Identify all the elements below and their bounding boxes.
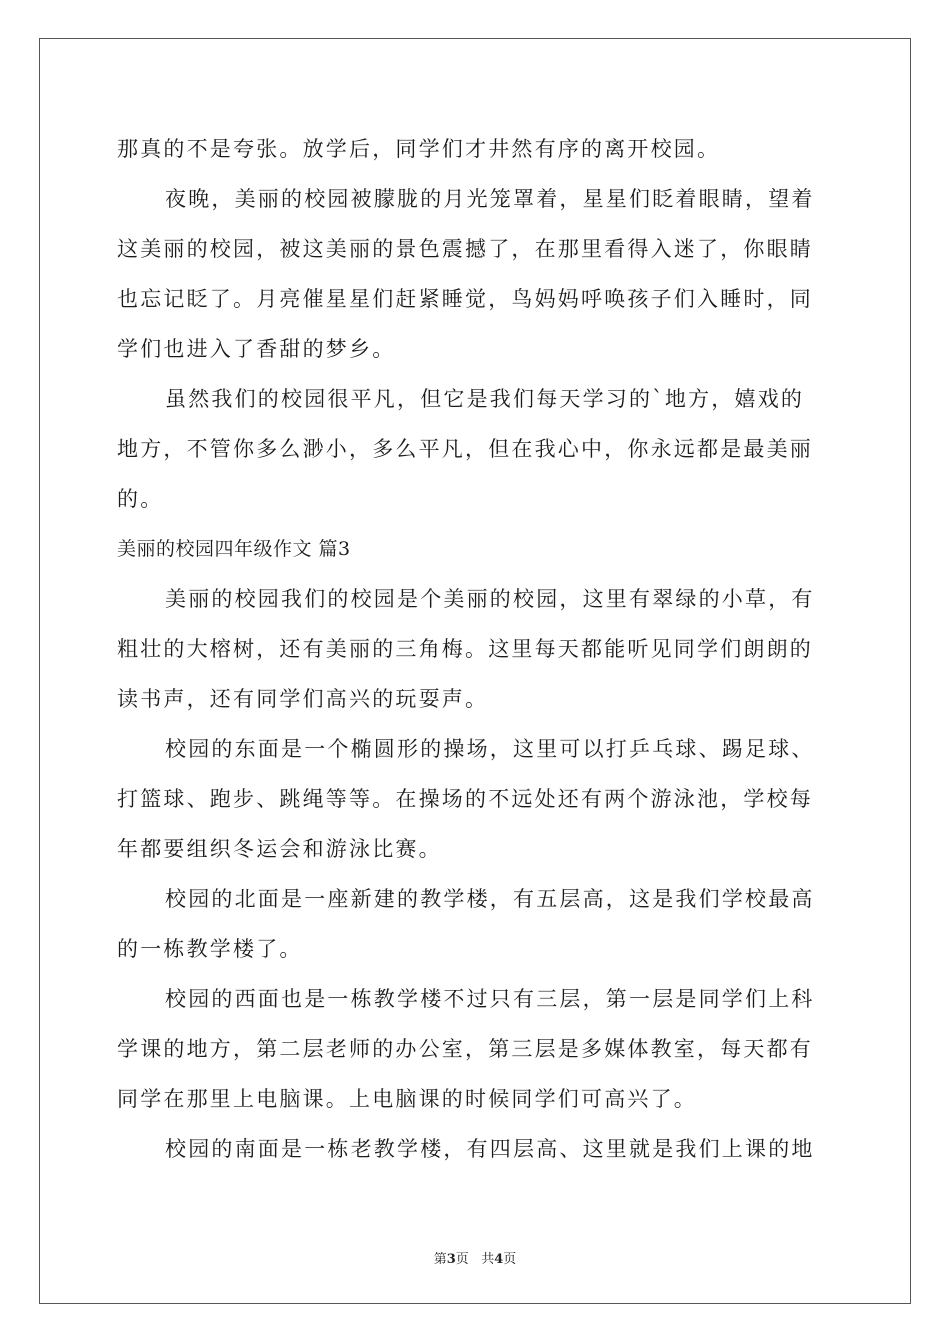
text-line: 的一栋教学楼了。: [117, 937, 303, 961]
document-body: [117, 124, 833, 1174]
total-prefix: 共: [481, 1252, 495, 1267]
page-footer: [0, 1248, 950, 1267]
total-pages: 4: [494, 1252, 504, 1267]
text-line: 夜晚，美丽的校园被朦胧的月光笼罩着，星星们眨着眼睛，望着: [165, 187, 815, 211]
page-number: 3: [446, 1252, 456, 1267]
heading-text: 美丽的校园四年级作文 篇3: [117, 538, 351, 560]
page-prefix: 第: [433, 1252, 447, 1267]
text-line: 校园的东面是一个椭圆形的操场，这里可以打乒乓球、踢足球、: [165, 737, 815, 761]
paragraph-3: [117, 374, 833, 524]
text-line: 打篮球、跑步、跳绳等等。在操场的不远处还有两个游泳池，学校每: [117, 787, 813, 811]
paragraph-5: [117, 724, 833, 874]
text-line: 同学在那里上电脑课。上电脑课的时候同学们可高兴了。: [117, 1087, 697, 1111]
text-line: 校园的南面是一栋老教学楼，有四层高、这里就是我们上课的地: [165, 1137, 815, 1161]
paragraph-1: [117, 124, 833, 174]
text-line: 的。: [117, 487, 164, 511]
text-line: 虽然我们的校园很平凡，但它是我们每天学习的`地方，嬉戏的: [165, 387, 805, 411]
text-line: 这美丽的校园，被这美丽的景色震撼了，在那里看得入迷了，你眼睛: [117, 237, 813, 261]
paragraph-4: [117, 574, 833, 724]
section-heading: [117, 524, 833, 574]
text-line: 学们也进入了香甜的梦乡。: [117, 337, 396, 361]
text-line: 校园的北面是一座新建的教学楼，有五层高，这是我们学校最高: [165, 887, 815, 911]
text-line: 校园的西面也是一栋教学楼不过只有三层，第一层是同学们上科: [165, 987, 815, 1011]
paragraph-8: [117, 1124, 833, 1174]
total-suffix: 页: [503, 1252, 517, 1267]
text-line: 也忘记眨了。月亮催星星们赶紧睡觉，鸟妈妈呼唤孩子们入睡时，同: [117, 287, 813, 311]
text-line: 粗壮的大榕树，还有美丽的三角梅。这里每天都能听见同学们朗朗的: [117, 637, 813, 661]
text-line: 年都要组织冬运会和游泳比赛。: [117, 837, 442, 861]
text-line: 那真的不是夸张。放学后，同学们才井然有序的离开校园。: [117, 137, 721, 161]
page-suffix: 页: [455, 1252, 469, 1267]
paragraph-6: [117, 874, 833, 974]
text-line: 学课的地方，第二层老师的办公室，第三层是多媒体教室，每天都有: [117, 1037, 813, 1061]
text-line: 读书声，还有同学们高兴的玩耍声。: [117, 687, 489, 711]
text-line: 地方，不管你多么渺小，多么平凡，但在我心中，你永远都是最美丽: [117, 437, 813, 461]
paragraph-7: [117, 974, 833, 1124]
paragraph-2: [117, 174, 833, 374]
text-line: 美丽的校园我们的校园是个美丽的校园，这里有翠绿的小草，有: [165, 587, 815, 611]
